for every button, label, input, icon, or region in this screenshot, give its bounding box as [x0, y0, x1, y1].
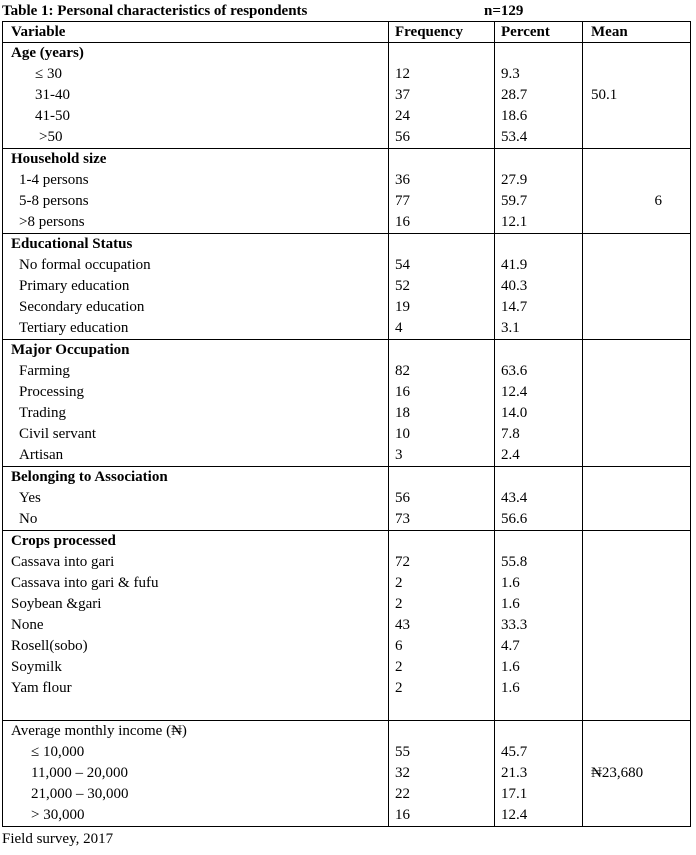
section-title: Major Occupation: [3, 340, 389, 362]
section-title: Crops processed: [3, 531, 389, 553]
row-percent: 7.8: [495, 424, 583, 445]
row-frequency: 2: [389, 573, 495, 594]
row-mean: [583, 127, 691, 149]
row-frequency: 54: [389, 255, 495, 276]
row-percent: 59.7: [495, 191, 583, 212]
row-label: None: [3, 615, 389, 636]
row-label: 31-40: [3, 85, 389, 106]
row-frequency: 36: [389, 170, 495, 191]
row-percent: 21.3: [495, 763, 583, 784]
row-frequency: 12: [389, 64, 495, 85]
table-row: [3, 64, 691, 85]
row-mean: [583, 170, 691, 191]
row-percent: 12.1: [495, 212, 583, 234]
row-label: Processing: [3, 382, 389, 403]
row-percent: 18.6: [495, 106, 583, 127]
sample-size: n=129: [484, 3, 524, 19]
header-row: [3, 22, 691, 43]
row-frequency: 55: [389, 742, 495, 763]
section-income: [3, 721, 691, 743]
row-label: Secondary education: [3, 297, 389, 318]
row-frequency: 82: [389, 361, 495, 382]
row-percent: 3.1: [495, 318, 583, 340]
row-label: Soymilk: [3, 657, 389, 678]
row-percent: 1.6: [495, 573, 583, 594]
row-label: Soybean &gari: [3, 594, 389, 615]
row-percent: 53.4: [495, 127, 583, 149]
table-row: [3, 594, 691, 615]
row-label: >8 persons: [3, 212, 389, 234]
row-percent: 41.9: [495, 255, 583, 276]
table-row: [3, 573, 691, 594]
section-title: Household size: [3, 149, 389, 171]
row-label: 41-50: [3, 106, 389, 127]
section-title: Belonging to Association: [3, 467, 389, 489]
row-mean: [583, 784, 691, 805]
row-frequency: 4: [389, 318, 495, 340]
row-label: Cassava into gari: [3, 552, 389, 573]
row-frequency: 6: [389, 636, 495, 657]
table-row: [3, 297, 691, 318]
table-row: [3, 509, 691, 531]
row-frequency: 19: [389, 297, 495, 318]
section-association: [3, 467, 691, 489]
row-frequency: 18: [389, 403, 495, 424]
section-household: [3, 149, 691, 171]
characteristics-table: [2, 21, 691, 827]
table-row: [3, 170, 691, 191]
row-mean: ₦23,680: [583, 763, 691, 784]
table-row: [3, 763, 691, 784]
table-row: [3, 191, 691, 212]
row-percent: 1.6: [495, 678, 583, 699]
row-label: Civil servant: [3, 424, 389, 445]
table-row: [3, 615, 691, 636]
table-row: [3, 552, 691, 573]
row-percent: 12.4: [495, 382, 583, 403]
header-mean: Mean: [583, 22, 691, 43]
row-percent: 4.7: [495, 636, 583, 657]
table-row: [3, 127, 691, 149]
table-title: Table 1: Personal characteristics of respondents: [2, 3, 308, 19]
row-percent: 40.3: [495, 276, 583, 297]
row-percent: 14.7: [495, 297, 583, 318]
row-frequency: 3: [389, 445, 495, 467]
section-title: Age (years): [3, 43, 389, 65]
row-percent: 45.7: [495, 742, 583, 763]
row-mean: [583, 212, 691, 234]
row-label: 11,000 – 20,000: [3, 763, 389, 784]
row-frequency: 52: [389, 276, 495, 297]
section-title: Educational Status: [3, 234, 389, 256]
table-row: [3, 657, 691, 678]
row-label: 21,000 – 30,000: [3, 784, 389, 805]
row-label: No formal occupation: [3, 255, 389, 276]
row-frequency: 16: [389, 805, 495, 827]
table-row: [3, 276, 691, 297]
table-row: [3, 318, 691, 340]
row-percent: 12.4: [495, 805, 583, 827]
header-frequency: Frequency: [389, 22, 495, 43]
row-label: Cassava into gari & fufu: [3, 573, 389, 594]
section-occupation: [3, 340, 691, 362]
row-percent: 28.7: [495, 85, 583, 106]
row-percent: 2.4: [495, 445, 583, 467]
header-variable: Variable: [3, 22, 389, 43]
section-education: [3, 234, 691, 256]
table-caption: [2, 2, 692, 20]
row-label: Trading: [3, 403, 389, 424]
row-frequency: 32: [389, 763, 495, 784]
row-percent: 33.3: [495, 615, 583, 636]
row-frequency: 10: [389, 424, 495, 445]
row-label: Yes: [3, 488, 389, 509]
row-label: >50: [3, 127, 389, 149]
table-row: [3, 85, 691, 106]
row-frequency: 22: [389, 784, 495, 805]
row-label: Artisan: [3, 445, 389, 467]
spacer-row: [3, 699, 691, 721]
table-row: [3, 424, 691, 445]
row-frequency: 56: [389, 488, 495, 509]
table-row: [3, 403, 691, 424]
section-age: [3, 43, 691, 65]
row-frequency: 37: [389, 85, 495, 106]
row-percent: 43.4: [495, 488, 583, 509]
row-mean: 6: [583, 191, 691, 212]
row-label: Yam flour: [3, 678, 389, 699]
row-percent: 9.3: [495, 64, 583, 85]
row-percent: 27.9: [495, 170, 583, 191]
section-crops: [3, 531, 691, 553]
table-row: [3, 636, 691, 657]
row-frequency: 72: [389, 552, 495, 573]
table-row: [3, 445, 691, 467]
row-label: Rosell(sobo): [3, 636, 389, 657]
row-label: Tertiary education: [3, 318, 389, 340]
table-row: [3, 784, 691, 805]
row-label: > 30,000: [3, 805, 389, 827]
row-percent: 1.6: [495, 657, 583, 678]
row-frequency: 16: [389, 212, 495, 234]
row-label: ≤ 10,000: [3, 742, 389, 763]
table-row: [3, 678, 691, 699]
table-row: [3, 742, 691, 763]
header-percent: Percent: [495, 22, 583, 43]
source-note: Field survey, 2017: [2, 831, 114, 847]
table-row: [3, 488, 691, 509]
row-frequency: 2: [389, 594, 495, 615]
row-frequency: 16: [389, 382, 495, 403]
row-mean: 50.1: [583, 85, 691, 106]
row-label: Primary education: [3, 276, 389, 297]
table-row: [3, 255, 691, 276]
row-label: 5-8 persons: [3, 191, 389, 212]
row-label: Farming: [3, 361, 389, 382]
row-percent: 55.8: [495, 552, 583, 573]
row-percent: 56.6: [495, 509, 583, 531]
row-frequency: 56: [389, 127, 495, 149]
row-mean: [583, 106, 691, 127]
row-mean: [583, 742, 691, 763]
row-mean: [583, 805, 691, 827]
row-frequency: 73: [389, 509, 495, 531]
row-label: ≤ 30: [3, 64, 389, 85]
row-label: No: [3, 509, 389, 531]
row-percent: 14.0: [495, 403, 583, 424]
table-row: [3, 212, 691, 234]
table-row: [3, 382, 691, 403]
table-row: [3, 361, 691, 382]
row-mean: [583, 64, 691, 85]
row-frequency: 2: [389, 678, 495, 699]
row-percent: 1.6: [495, 594, 583, 615]
row-frequency: 24: [389, 106, 495, 127]
row-label: 1-4 persons: [3, 170, 389, 191]
row-frequency: 2: [389, 657, 495, 678]
section-title: Average monthly income (₦): [3, 721, 389, 743]
row-frequency: 43: [389, 615, 495, 636]
table-row: [3, 805, 691, 827]
row-percent: 17.1: [495, 784, 583, 805]
row-percent: 63.6: [495, 361, 583, 382]
table-row: [3, 106, 691, 127]
row-frequency: 77: [389, 191, 495, 212]
